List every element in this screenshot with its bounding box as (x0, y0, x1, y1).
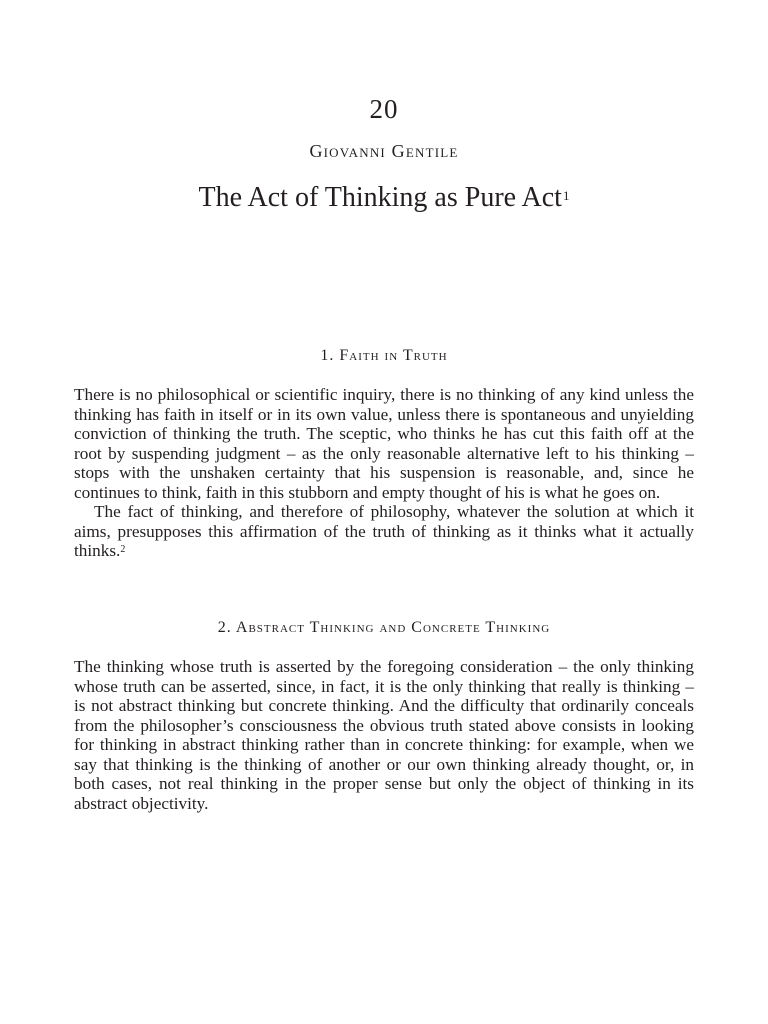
footnote-marker: 2 (120, 544, 126, 555)
paragraph (74, 385, 694, 502)
paragraph-text: The thinking whose truth is asserted by the foregoing consideration – the only thinking whose truth can be asserted, since, in fact, it is the only thinking that really is thinking – is not abstract thinking but concrete thinking. And the difficulty that ordinarily conceals from the philosopher’s consciousness the obvious truth stated above consists in looking for thinking in abstract thinking rather than in concrete thinking: for example, when we say that thinking is the thinking of another or our own thinking already thought, or, in both cases, not real thinking in the proper sense but only the object of thinking in its abstract objectivity. (74, 657, 694, 813)
title-footnote-marker: 1 (562, 188, 570, 203)
chapter-number: 20 (369, 94, 399, 124)
section-heading-abstract-concrete-thinking: 2. Abstract Thinking and Concrete Thinking (217, 619, 551, 636)
section-body-faith-in-truth (74, 385, 694, 561)
paragraph-text: The fact of thinking, and therefore of philosophy, whatever the solution at which it aims, presupposes this affirmation of the truth of thinking as it thinks what it actually thinks. (74, 502, 694, 560)
paragraph (74, 502, 694, 561)
chapter-title (0, 180, 768, 216)
paragraph-text: There is no philosophical or scientific inquiry, there is no thinking of any kind unless the thinking has faith in itself or in its own value, unless there is spontaneous and unyielding conviction of thinking the truth. The sceptic, who thinks he has cut this faith off at the root by suspending judgment – as the only reasonable alternative left to his thinking – stops with the unshaken certainty that his suspension is reasonable, and, since he continues to think, faith in this stubborn and empty thought of his is what he goes on. (74, 385, 694, 502)
chapter-title-text: The Act of Thinking as Pure Act (198, 182, 562, 213)
section-heading-faith-in-truth: 1. Faith in Truth (320, 347, 448, 364)
paragraph (74, 657, 694, 813)
chapter-author: Giovanni Gentile (309, 141, 459, 161)
section-body-abstract-concrete-thinking (74, 657, 694, 813)
